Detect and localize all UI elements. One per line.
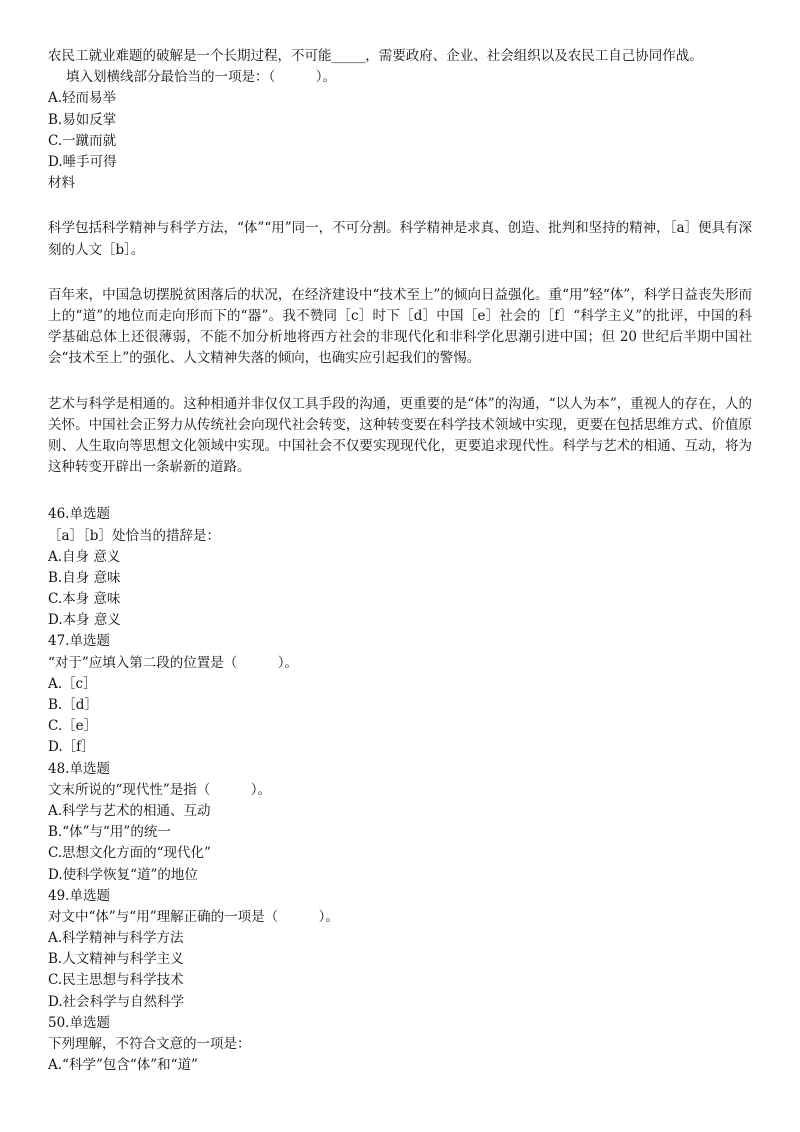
material-paragraph-1: 科学包括科学精神与科学方法，“体”“用”同一，不可分割。科学精神是求真、创造、批判和坚持的精神，［a］便具有深刻的人文［b］。 — [48, 220, 752, 258]
question-prompt: 文末所说的“现代性”是指（ ）。 — [48, 781, 272, 798]
question-prompt: 填入划横线部分最恰当的一项是：（ ）。 — [66, 69, 336, 86]
material-section — [48, 173, 752, 504]
question-prompt: “对于”应填入第二段的位置是（ ）。 — [48, 654, 299, 671]
material-paragraph-3: 艺术与科学是相通的。这种相通并非仅仅工具手段的沟通，更重要的是“体”的沟通，“以人为本”，重视人的存在，人的关怀。中国社会正努力从传统社会向现代社会转变，这种转变要在科学技术领域中实现，更要在包括思维方式、价值原则、人生取向等思想文化领域中实现。中国社会不仅要实现现代化，更要追求现代性。科学与艺术的相通、互动，将为这种转变开辟出一条崭新的道路。 — [48, 395, 752, 476]
option-c: C.［e］ — [48, 718, 98, 735]
option-a: A.轻而易举 — [48, 90, 117, 107]
question-stem: 农民工就业难题的破解是一个长期过程，不可能_____，需要政府、企业、社会组织以及农民工自己协同作战。 — [48, 48, 703, 64]
option-a: A.科学精神与科学方法 — [48, 930, 184, 947]
option-a: A.［c］ — [48, 675, 97, 692]
question-header: 48.单选题 — [48, 760, 110, 777]
option-b: B.［d］ — [48, 697, 98, 714]
question-50 — [48, 1013, 752, 1077]
question-header: 49.单选题 — [48, 887, 110, 904]
question-header: 46.单选题 — [48, 506, 110, 523]
option-d: D.本身 意义 — [48, 612, 121, 629]
option-b: B.人文精神与科学主义 — [48, 951, 184, 968]
option-b: B.自身 意味 — [48, 569, 121, 586]
question-48 — [48, 759, 752, 886]
document-page — [48, 46, 752, 1076]
material-paragraph-2: 百年来，中国急切摆脱贫困落后的状况，在经济建设中“技术至上”的倾向日益强化。重“用”轻“体”，科学日益丧失形而上的“道”的地位而走向形而下的“器”。我不赞同［c］时下［d］中国［e］社会的［f］“科学主义”的批评，中国的科学基础总体上还很薄弱，不能不加分析地将西方社会的非现代化和非科学化思潮引进中国；但 20 世纪后半期中国社会“技术至上”的强化、人文精神失落的倾向，也确实应引起我们的警惕。 — [48, 286, 752, 367]
option-c: C.思想文化方面的“现代化” — [48, 845, 211, 862]
material-label: 材料 — [48, 175, 75, 192]
option-d: D.［f］ — [48, 739, 95, 756]
question-header: 50.单选题 — [48, 1014, 110, 1031]
question-49 — [48, 886, 752, 1013]
option-b: B.易如反掌 — [48, 111, 117, 128]
option-b: B.“体”与“用”的统一 — [48, 824, 171, 841]
option-c: C.一蹴而就 — [48, 132, 117, 149]
option-d: D.唾手可得 — [48, 153, 117, 170]
intro-question — [48, 46, 752, 173]
option-d: D.使科学恢复“道”的地位 — [48, 866, 198, 883]
question-47 — [48, 631, 752, 758]
option-c: C.民主思想与科学技术 — [48, 972, 184, 989]
question-prompt: 对文中“体”与“用”理解正确的一项是（ ）。 — [48, 908, 339, 925]
option-a: A.自身 意义 — [48, 548, 121, 565]
option-c: C.本身 意味 — [48, 591, 121, 608]
question-prompt: ［a］［b］处恰当的措辞是： — [48, 527, 220, 544]
option-a: A.“科学”包含“体”和“道” — [48, 1057, 198, 1074]
question-46 — [48, 504, 752, 631]
question-header: 47.单选题 — [48, 633, 110, 650]
question-prompt: 下列理解，不符合文意的一项是： — [48, 1036, 251, 1053]
option-a: A.科学与艺术的相通、互动 — [48, 802, 211, 819]
option-d: D.社会科学与自然科学 — [48, 993, 185, 1010]
